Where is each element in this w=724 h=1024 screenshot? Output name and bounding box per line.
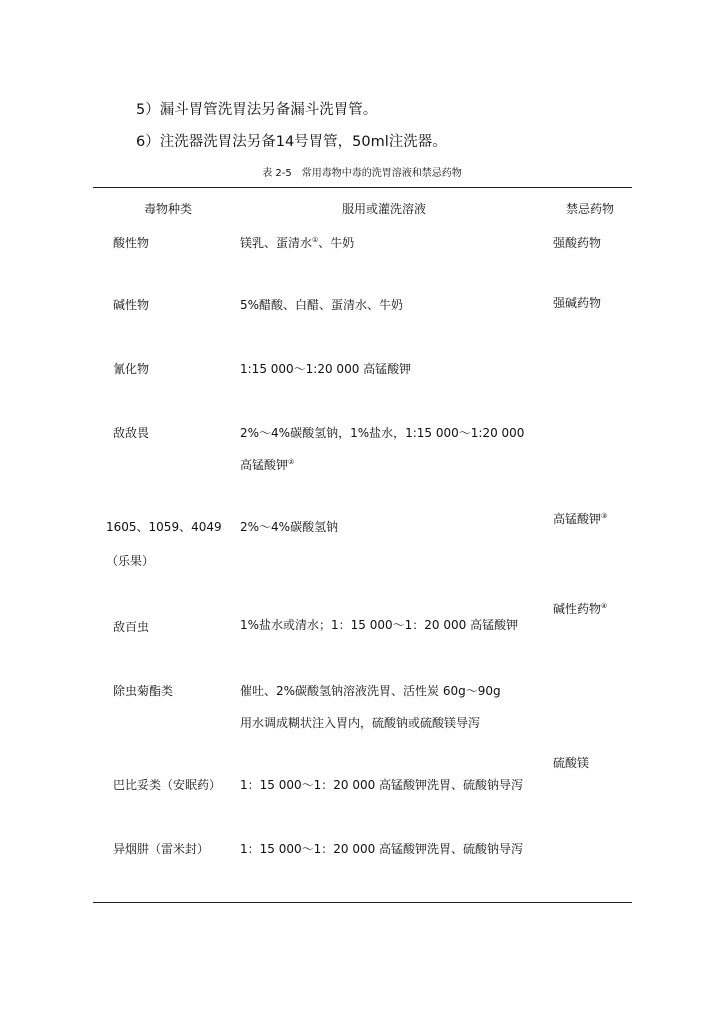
solution-cell: 1：15 000～1：20 000 高锰酸钾洗胃、硫酸钠导泻 bbox=[240, 842, 524, 856]
paragraph-funnel-method: 5）漏斗胃管洗胃法另备漏斗洗胃管。 bbox=[136, 102, 378, 118]
poison-cell: 敌敌畏 bbox=[113, 426, 150, 440]
solution-cell: 5%醋酸、白醋、蛋清水、牛奶 bbox=[240, 298, 404, 312]
poison-cell: 1605、1059、4049 bbox=[106, 520, 222, 534]
footnote-marker: ③ bbox=[601, 512, 608, 520]
table-top-rule bbox=[93, 187, 632, 188]
poison-cell: 敌百虫 bbox=[113, 620, 150, 634]
solution-cell: 2%～4%碳酸氢钠，1%盐水，1:15 000～1:20 000 bbox=[240, 426, 525, 440]
poison-cell: 巴比妥类（安眠药） bbox=[113, 778, 222, 792]
contra-cell: 碱性药物④ bbox=[553, 602, 608, 616]
header-poison-type: 毒物种类 bbox=[144, 202, 193, 216]
contra-cell: 高锰酸钾③ bbox=[553, 512, 608, 526]
footnote-marker: ① bbox=[312, 236, 319, 244]
paragraph-syringe-method: 6）注洗器洗胃法另备14号胃管，50ml注洗器。 bbox=[136, 134, 447, 150]
table-bottom-rule bbox=[93, 902, 632, 903]
poison-cell: 除虫菊酯类 bbox=[113, 684, 174, 698]
solution-cell: 镁乳、蛋清水①、牛奶 bbox=[240, 236, 355, 250]
solution-cell: 1%盐水或清水；1：15 000～1：20 000 高锰酸钾 bbox=[240, 618, 519, 632]
contra-cell: 强酸药物 bbox=[553, 236, 602, 250]
solution-cell-line2: 用水调成糊状注入胃内，硫酸钠或硫酸镁导泻 bbox=[240, 716, 481, 730]
table-caption: 表 2-5 常用毒物中毒的洗胃溶液和禁忌药物 bbox=[262, 168, 462, 179]
solution-cell: 2%～4%碳酸氢钠 bbox=[240, 520, 339, 534]
footnote-marker: ② bbox=[288, 458, 295, 466]
solution-cell: 1:15 000～1:20 000 高锰酸钾 bbox=[240, 362, 412, 376]
contra-cell: 硫酸镁 bbox=[553, 756, 590, 770]
solution-cell: 催吐、2%碳酸氢钠溶液洗胃、活性炭 60g～90g bbox=[240, 684, 501, 698]
poison-cell: 氰化物 bbox=[113, 362, 150, 376]
poison-cell: 异烟肼（雷米封） bbox=[113, 842, 210, 856]
contra-cell: 强碱药物 bbox=[553, 296, 602, 310]
poison-cell: 碱性物 bbox=[113, 298, 150, 312]
footnote-marker: ④ bbox=[601, 602, 608, 610]
poison-cell-line2: （乐果） bbox=[106, 554, 155, 568]
header-contraindication: 禁忌药物 bbox=[566, 202, 615, 216]
poison-cell: 酸性物 bbox=[113, 236, 150, 250]
header-solution: 服用或灌洗溶液 bbox=[342, 202, 427, 216]
solution-cell: 1：15 000～1：20 000 高锰酸钾洗胃、硫酸钠导泻 bbox=[240, 778, 524, 792]
solution-cell-line2: 高锰酸钾② bbox=[240, 458, 295, 472]
